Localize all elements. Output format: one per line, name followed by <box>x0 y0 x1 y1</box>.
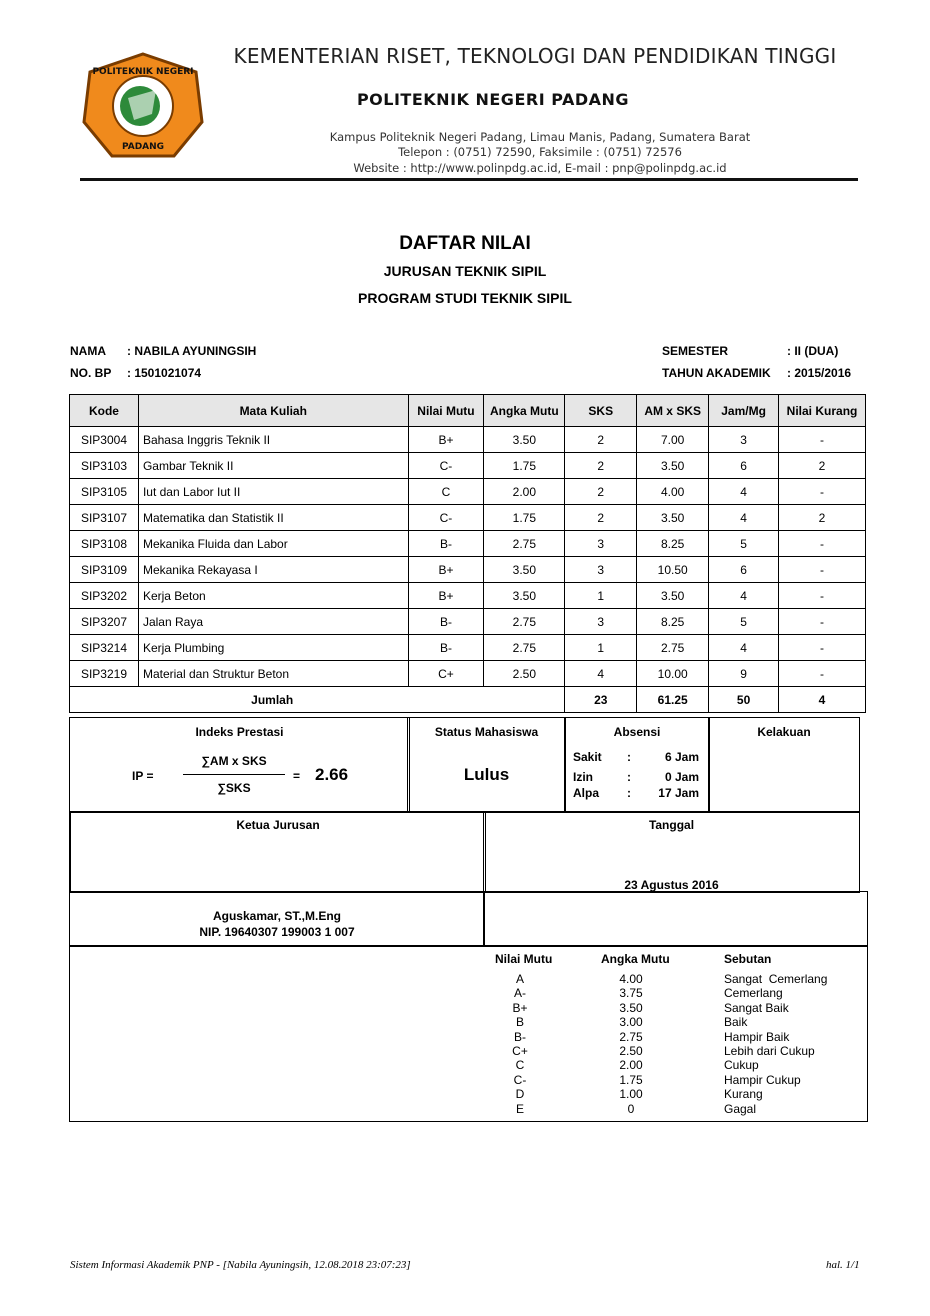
scale-grade: A <box>515 972 524 986</box>
signer-name: Aguskamar, ST.,M.Eng <box>212 909 342 923</box>
scale-grade: D <box>515 1087 525 1102</box>
cell-am-x-sks: 8.25 <box>637 531 709 557</box>
scale-value: 2.50 <box>619 1044 643 1059</box>
cell-sks: 2 <box>565 505 637 531</box>
cell-am-x-sks: 10.50 <box>637 557 709 583</box>
scale-value: 4.00 <box>619 972 643 986</box>
ip-title: Indeks Prestasi <box>195 725 284 739</box>
semester-value: : II (DUA) <box>787 344 839 358</box>
scale-value: 1.75 <box>619 1072 643 1087</box>
table-row <box>70 453 866 479</box>
alpa-colon: : <box>627 786 631 800</box>
cell-mata-kuliah: Mekanika Rekayasa I <box>138 557 408 583</box>
footer-page-number: hal. 1/1 <box>826 1259 860 1271</box>
cell-angka-mutu: 2.50 <box>484 661 565 687</box>
cell-nilai-kurang: - <box>779 635 866 661</box>
scale-grade: C <box>515 1058 525 1073</box>
scale-desc: Gagal <box>724 1101 757 1116</box>
cell-jam-mg: 4 <box>709 635 779 661</box>
total-nilai-kurang: 4 <box>779 687 866 713</box>
signer-blank-box <box>483 891 868 947</box>
scale-value: 2.75 <box>619 1029 643 1044</box>
ip-box <box>69 717 410 813</box>
signature-date: 23 Agustus 2016 <box>624 878 719 892</box>
phone-line: Telepon : (0751) 72590, Faksimile : (0751) 72576 <box>398 145 682 159</box>
scale-value: 3.50 <box>619 1000 643 1015</box>
alpa-value: 17 Jam <box>658 786 699 800</box>
cell-nilai-mutu: C <box>408 479 484 505</box>
scale-desc: Baik <box>724 1015 748 1030</box>
cell-am-x-sks: 3.50 <box>637 453 709 479</box>
scale-desc: Cemerlang <box>724 986 783 1001</box>
ip-denominator: ∑SKS <box>217 781 251 795</box>
tanggal-box <box>483 811 860 893</box>
scale-grade: B <box>515 1015 524 1030</box>
page-title: DAFTAR NILAI <box>399 233 531 254</box>
scale-desc: Lebih dari Cukup <box>724 1044 815 1059</box>
cell-sks: 4 <box>565 661 637 687</box>
cell-kode: SIP3202 <box>70 583 139 609</box>
kelakuan-box <box>708 717 860 813</box>
cell-sks: 3 <box>565 531 637 557</box>
name-value: : NABILA AYUNINGSIH <box>127 344 257 358</box>
cell-nilai-kurang: 2 <box>779 453 866 479</box>
cell-mata-kuliah: Iut dan Labor Iut II <box>138 479 408 505</box>
cell-angka-mutu: 3.50 <box>484 427 565 453</box>
cell-angka-mutu: 2.75 <box>484 609 565 635</box>
department-title: JURUSAN TEKNIK SIPIL <box>383 263 547 279</box>
cell-nilai-kurang: - <box>779 583 866 609</box>
table-row <box>70 505 866 531</box>
scale-descs <box>724 972 864 1116</box>
cell-angka-mutu: 1.75 <box>484 505 565 531</box>
cell-sks: 1 <box>565 635 637 661</box>
ip-label: IP = <box>132 769 154 783</box>
status-box <box>407 717 566 813</box>
cell-jam-mg: 9 <box>709 661 779 687</box>
cell-am-x-sks: 3.50 <box>637 505 709 531</box>
cell-nilai-kurang: - <box>779 609 866 635</box>
scale-value: 0 <box>627 1101 635 1116</box>
cell-nilai-mutu: B- <box>408 635 484 661</box>
cell-sks: 1 <box>565 583 637 609</box>
cell-kode: SIP3214 <box>70 635 139 661</box>
name-label: NAMA <box>70 344 106 358</box>
table-row <box>70 635 866 661</box>
header-sks: SKS <box>565 395 637 427</box>
scale-value: 1.00 <box>619 1087 643 1102</box>
sakit-colon: : <box>627 750 631 764</box>
scale-header-grade: Nilai Mutu <box>495 952 553 966</box>
cell-angka-mutu: 2.75 <box>484 531 565 557</box>
cell-jam-mg: 3 <box>709 427 779 453</box>
scale-grades <box>500 972 540 1116</box>
header-nilai-mutu: Nilai Mutu <box>408 395 484 427</box>
scale-header-value: Angka Mutu <box>601 952 670 966</box>
cell-angka-mutu: 3.50 <box>484 583 565 609</box>
bp-label: NO. BP <box>70 366 112 380</box>
header-mata-kuliah: Mata Kuliah <box>138 395 408 427</box>
cell-sks: 3 <box>565 609 637 635</box>
cell-sks: 2 <box>565 453 637 479</box>
table-row <box>70 427 866 453</box>
cell-nilai-mutu: B+ <box>408 557 484 583</box>
cell-sks: 2 <box>565 427 637 453</box>
kelakuan-title: Kelakuan <box>757 725 811 739</box>
scale-grade: B- <box>514 1029 526 1044</box>
ip-value: 2.66 <box>315 765 349 784</box>
table-row <box>70 531 866 557</box>
cell-jam-mg: 5 <box>709 531 779 557</box>
total-am-x-sks: 61.25 <box>637 687 709 713</box>
cell-nilai-kurang: - <box>779 557 866 583</box>
scale-desc: Sangat Baik <box>724 1000 789 1015</box>
web-line: Website : http://www.polinpdg.ac.id, E-mail : pnp@polinpdg.ac.id <box>353 161 727 175</box>
total-row <box>70 687 866 713</box>
table-header-row <box>70 395 866 427</box>
footer-system-info: Sistem Informasi Akademik PNP - [Nabila Ayuningsih, 12.08.2018 23:07:23] <box>70 1259 411 1271</box>
cell-angka-mutu: 2.75 <box>484 635 565 661</box>
cell-sks: 3 <box>565 557 637 583</box>
year-label: TAHUN AKADEMIK <box>662 366 771 380</box>
cell-mata-kuliah: Gambar Teknik II <box>138 453 408 479</box>
total-jam-mg: 50 <box>709 687 779 713</box>
scale-desc: Sangat Cemerlang <box>724 972 828 986</box>
header-nilai-kurang: Nilai Kurang <box>779 395 866 427</box>
alpa-label: Alpa <box>573 786 600 800</box>
total-label: Jumlah <box>70 687 565 713</box>
cell-jam-mg: 6 <box>709 557 779 583</box>
sakit-label: Sakit <box>573 750 602 764</box>
scale-value: 3.75 <box>619 986 643 1001</box>
cell-kode: SIP3107 <box>70 505 139 531</box>
cell-nilai-mutu: B+ <box>408 583 484 609</box>
status-title: Status Mahasiswa <box>434 725 539 739</box>
header-am-x-sks: AM x SKS <box>637 395 709 427</box>
scale-header-desc: Sebutan <box>724 952 772 966</box>
izin-value: 0 Jam <box>664 770 699 784</box>
cell-jam-mg: 5 <box>709 609 779 635</box>
institution-name: POLITEKNIK NEGERI PADANG <box>356 90 630 109</box>
cell-kode: SIP3103 <box>70 453 139 479</box>
scale-value: 3.00 <box>619 1015 643 1030</box>
total-sks: 23 <box>565 687 637 713</box>
address-line: Kampus Politeknik Negeri Padang, Limau Manis, Padang, Sumatera Barat <box>329 130 751 144</box>
cell-kode: SIP3109 <box>70 557 139 583</box>
scale-desc: Kurang <box>724 1087 763 1102</box>
ip-equals: = <box>293 769 301 783</box>
svg-text:POLITEKNIK NEGERI: POLITEKNIK NEGERI <box>92 67 194 77</box>
cell-mata-kuliah: Jalan Raya <box>138 609 408 635</box>
cell-nilai-kurang: - <box>779 427 866 453</box>
cell-nilai-kurang: - <box>779 479 866 505</box>
cell-kode: SIP3105 <box>70 479 139 505</box>
table-row <box>70 557 866 583</box>
scale-grade: E <box>515 1101 524 1116</box>
tanggal-title: Tanggal <box>648 818 695 832</box>
grades-table <box>69 394 866 713</box>
ketua-box <box>69 811 486 893</box>
absensi-title: Absensi <box>613 725 661 739</box>
scale-grade: A- <box>514 986 526 1001</box>
cell-jam-mg: 4 <box>709 479 779 505</box>
cell-mata-kuliah: Matematika dan Statistik II <box>138 505 408 531</box>
ip-numerator: ∑AM x SKS <box>201 754 267 768</box>
header-angka-mutu: Angka Mutu <box>484 395 565 427</box>
ketua-title: Ketua Jurusan <box>236 818 320 832</box>
cell-angka-mutu: 3.50 <box>484 557 565 583</box>
table-row <box>70 661 866 687</box>
table-row <box>70 609 866 635</box>
cell-nilai-kurang: - <box>779 531 866 557</box>
scale-value: 2.00 <box>619 1058 643 1073</box>
bp-value: : 1501021074 <box>127 366 202 380</box>
cell-kode: SIP3004 <box>70 427 139 453</box>
scale-values <box>601 972 661 1116</box>
institution-logo <box>78 50 208 162</box>
scale-grade: C- <box>513 1072 527 1087</box>
svg-text:PADANG: PADANG <box>121 142 165 152</box>
cell-nilai-mutu: C- <box>408 453 484 479</box>
cell-am-x-sks: 8.25 <box>637 609 709 635</box>
scale-grade: B+ <box>512 1000 528 1015</box>
cell-kode: SIP3219 <box>70 661 139 687</box>
cell-mata-kuliah: Kerja Plumbing <box>138 635 408 661</box>
cell-am-x-sks: 2.75 <box>637 635 709 661</box>
scale-desc: Hampir Cukup <box>724 1072 801 1087</box>
cell-am-x-sks: 10.00 <box>637 661 709 687</box>
cell-mata-kuliah: Kerja Beton <box>138 583 408 609</box>
cell-angka-mutu: 1.75 <box>484 453 565 479</box>
program-title: PROGRAM STUDI TEKNIK SIPIL <box>358 290 572 306</box>
cell-am-x-sks: 3.50 <box>637 583 709 609</box>
cell-kode: SIP3108 <box>70 531 139 557</box>
signer-box <box>69 891 485 947</box>
cell-jam-mg: 4 <box>709 583 779 609</box>
scale-desc: Cukup <box>724 1058 759 1073</box>
ministry-title: KEMENTERIAN RISET, TEKNOLOGI DAN PENDIDIKAN TINGGI <box>233 44 837 68</box>
cell-nilai-kurang: - <box>779 661 866 687</box>
cell-am-x-sks: 7.00 <box>637 427 709 453</box>
cell-nilai-mutu: B+ <box>408 427 484 453</box>
sakit-value: 6 Jam <box>664 750 699 764</box>
table-row <box>70 583 866 609</box>
cell-mata-kuliah: Material dan Struktur Beton <box>138 661 408 687</box>
signer-nip: NIP. 19640307 199003 1 007 <box>199 925 355 939</box>
cell-nilai-mutu: C- <box>408 505 484 531</box>
cell-jam-mg: 4 <box>709 505 779 531</box>
cell-kode: SIP3207 <box>70 609 139 635</box>
cell-nilai-mutu: B- <box>408 531 484 557</box>
scale-desc: Hampir Baik <box>724 1029 790 1044</box>
absensi-box <box>564 717 710 813</box>
cell-angka-mutu: 2.00 <box>484 479 565 505</box>
header-kode: Kode <box>70 395 139 427</box>
letterhead-rule <box>80 178 858 181</box>
status-value: Lulus <box>463 765 510 784</box>
cell-nilai-mutu: C+ <box>408 661 484 687</box>
cell-mata-kuliah: Mekanika Fluida dan Labor <box>138 531 408 557</box>
grading-scale-box <box>69 945 868 1122</box>
cell-nilai-kurang: 2 <box>779 505 866 531</box>
year-value: : 2015/2016 <box>787 366 852 380</box>
table-row <box>70 479 866 505</box>
cell-sks: 2 <box>565 479 637 505</box>
izin-label: Izin <box>573 770 593 784</box>
cell-jam-mg: 6 <box>709 453 779 479</box>
semester-label: SEMESTER <box>662 344 729 358</box>
cell-am-x-sks: 4.00 <box>637 479 709 505</box>
cell-nilai-mutu: B- <box>408 609 484 635</box>
scale-grade: C+ <box>512 1044 528 1059</box>
fraction-bar <box>183 774 285 775</box>
izin-colon: : <box>627 770 631 784</box>
cell-mata-kuliah: Bahasa Inggris Teknik II <box>138 427 408 453</box>
header-jam-mg: Jam/Mg <box>709 395 779 427</box>
